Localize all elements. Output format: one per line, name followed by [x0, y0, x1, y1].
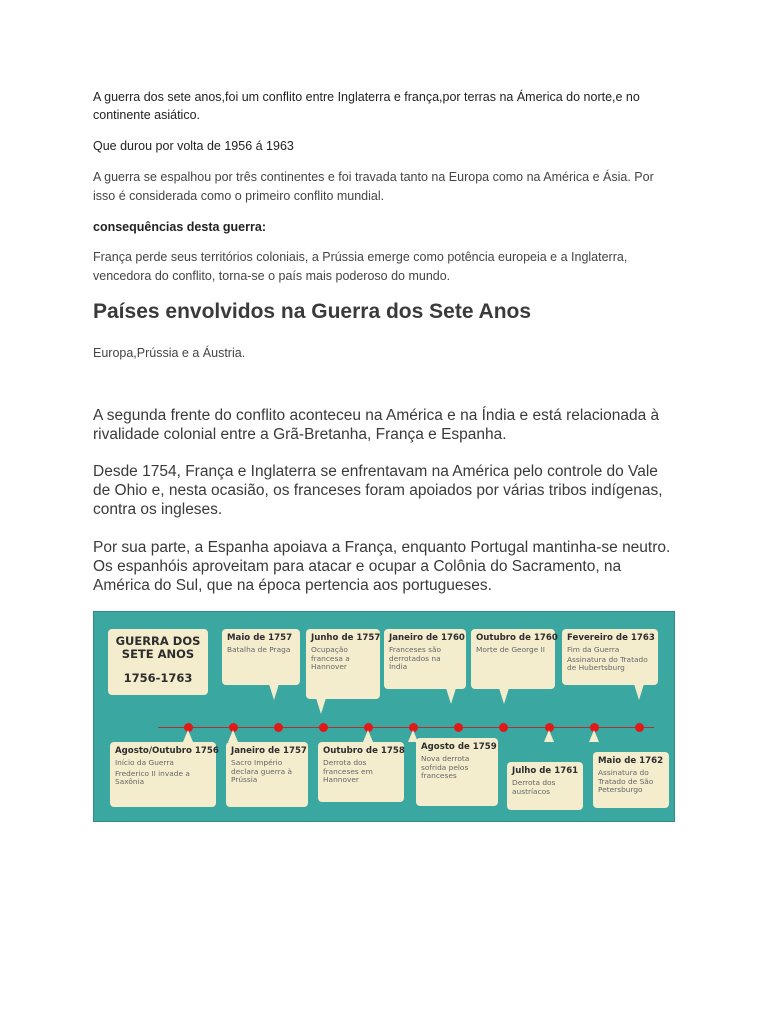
event-box-top [306, 629, 380, 699]
event-box-bottom [110, 742, 219, 807]
event-text: Fim da Guerra [567, 645, 620, 654]
event-text: Sacro Império declara guerra à Prússia [231, 758, 293, 784]
countries-paragraph: Europa,Prússia e a Áustria. [93, 346, 246, 360]
intro-paragraph: A guerra dos sete anos,foi um conflito entre Inglaterra e frança,por terras na Ámerica do norte,e no continente asiático. [93, 90, 640, 122]
section-heading: Países envolvidos na Guerra dos Sete Anos [93, 300, 532, 323]
event-date: Janeiro de 1760 [389, 633, 465, 643]
event-pointer [544, 730, 554, 742]
timeline-title-box [108, 629, 208, 695]
ohio-valley-paragraph: Desde 1754, França e Inglaterra se enfrentavam na América pelo controle do Vale de Ohio e, nesta ocasião, os franceses foram apoiados por várias tribos indígenas, contra os ingleses. [93, 463, 663, 518]
event-pointer [363, 730, 373, 742]
event-box-top [562, 629, 658, 685]
timeline-infographic [93, 611, 675, 822]
event-text: Assinatura do Tratado de São Petersburgo [598, 768, 654, 794]
event-text: Assinatura do Tratado de Hubertsburg [567, 654, 648, 672]
event-pointer [228, 730, 238, 742]
duration-paragraph: Que durou por volta de 1956 á 1963 [93, 139, 294, 153]
event-box-bottom [593, 752, 669, 808]
timeline-dot [454, 723, 463, 732]
event-text: Ocupação francesa a Hannover [311, 645, 350, 671]
consequences-paragraph: França perde seus territórios coloniais, a Prússia emerge como potência europeia e a Inglaterra, vencedora do conflito, torna-se o país mais poderoso do mundo. [93, 250, 628, 283]
event-box-bottom [318, 742, 404, 802]
event-box-bottom [507, 762, 583, 810]
event-date: Julho de 1761 [512, 766, 579, 776]
timeline-dot [499, 723, 508, 732]
event-box-bottom [226, 742, 308, 807]
event-text: Frederico II invade a Saxônia [115, 768, 190, 786]
timeline-dot [274, 723, 283, 732]
timeline-period: 1756-1763 [123, 671, 193, 685]
event-pointer [446, 688, 456, 704]
event-date: Outubro de 1758 [323, 746, 405, 756]
event-pointer [589, 730, 599, 742]
event-text: Derrota dos austríacos [512, 778, 556, 796]
event-text: Início da Guerra [115, 758, 174, 767]
event-box-top [384, 629, 466, 689]
event-box-bottom [416, 738, 498, 806]
event-pointer [499, 688, 509, 704]
event-date: Agosto de 1759 [421, 742, 497, 752]
consequences-label: consequências desta guerra: [93, 220, 266, 234]
event-pointer [183, 730, 193, 742]
event-date: Maio de 1757 [227, 633, 293, 643]
event-text: Morte de George II [476, 645, 545, 654]
timeline-dot [319, 723, 328, 732]
spain-paragraph: Por sua parte, a Espanha apoiava a França, enquanto Portugal mantinha-se neutro. Os espanhóis aproveitam para atacar e ocupar a Colônia do Sacramento, na América do Sul, que na época pertencia aos portugueses. [93, 539, 671, 594]
event-pointer [316, 698, 326, 714]
event-date: Outubro de 1760 [476, 633, 558, 643]
event-box-top [471, 629, 558, 689]
timeline-dot [635, 723, 644, 732]
event-text: Nova derrota sofrida pelos franceses [421, 754, 470, 780]
event-text: Franceses são derrotados na Índia [389, 645, 442, 671]
event-date: Agosto/Outubro 1756 [115, 746, 219, 756]
second-front-paragraph: A segunda frente do conflito aconteceu na América e na Índia e está relacionada à rivalidade colonial entre a Grã-Bretanha, França e Espanha. [93, 407, 660, 443]
event-text: Derrota dos franceses em Hannover [323, 758, 373, 784]
spread-paragraph: A guerra se espalhou por três continentes e foi travada tanto na Europa como na América e Ásia. Por isso é considerada como o primeiro conflito mundial. [93, 170, 654, 203]
event-date: Maio de 1762 [598, 756, 664, 766]
event-text: Batalha de Praga [227, 645, 291, 654]
event-date: Fevereiro de 1763 [567, 633, 655, 643]
event-date: Janeiro de 1757 [231, 746, 307, 756]
timeline-title: GUERRA DOS SETE ANOS [115, 634, 201, 661]
event-pointer [634, 684, 644, 700]
event-date: Junho de 1757 [311, 633, 381, 643]
event-box-top [222, 629, 300, 685]
event-pointer [269, 684, 279, 700]
